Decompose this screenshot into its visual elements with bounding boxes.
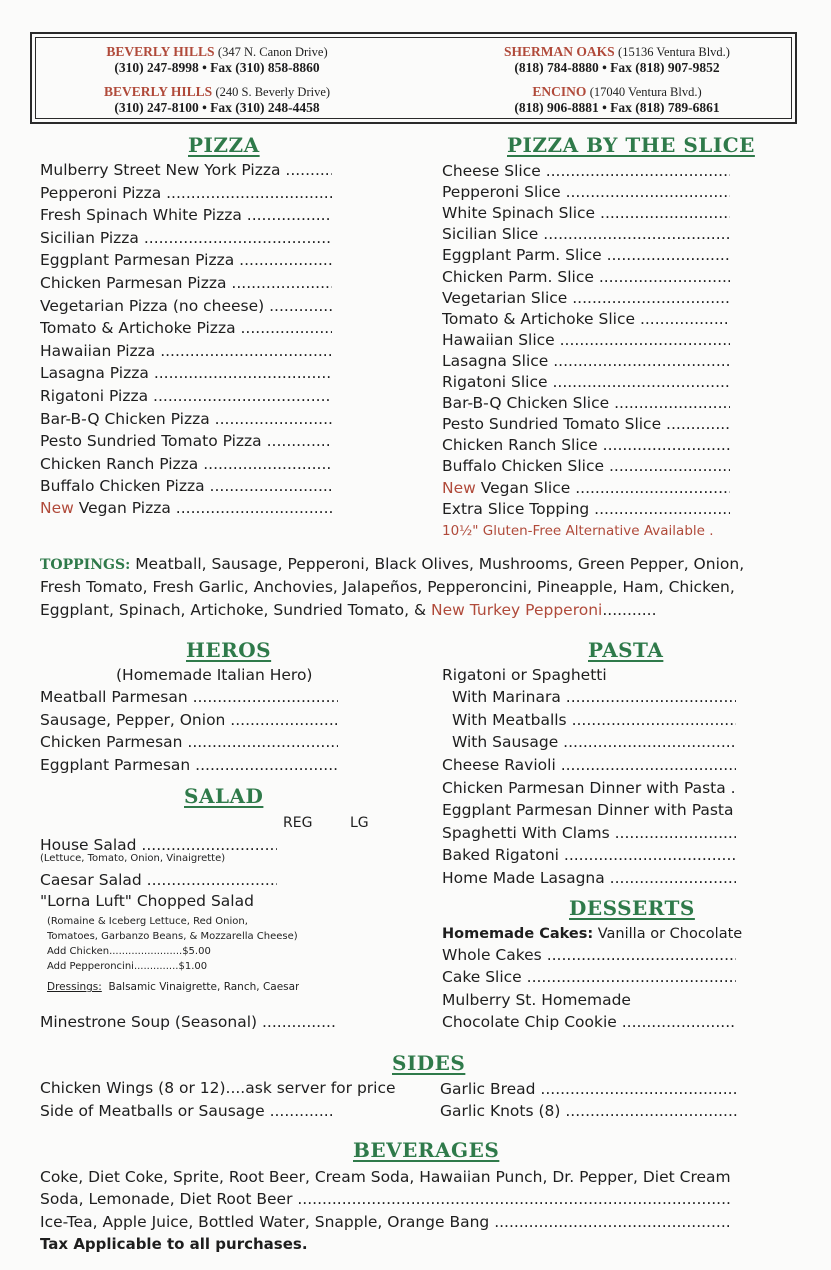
add-pepperoncini-price: $1.00	[178, 961, 208, 972]
pizza-item: Fresh Spinach White Pizza .....	[40, 205, 332, 225]
slice-item: Eggplant Parm. Slice .....	[442, 245, 730, 265]
new-label: New	[40, 499, 74, 517]
location-address: (240 S. Beverly Drive)	[215, 85, 331, 99]
new-label: New	[442, 479, 476, 497]
pizza-item: Hawaiian Pizza .....	[40, 341, 332, 361]
slice-item: Hawaiian Slice .....	[442, 330, 730, 350]
location-address: (17040 Ventura Blvd.)	[589, 85, 702, 99]
slice-item: Vegetarian Slice .....	[442, 288, 730, 308]
pizza-item-new	[40, 498, 332, 518]
location-phones: (818) 906-8881 • Fax (818) 789-6861	[514, 100, 720, 115]
location-name: ENCINO	[532, 84, 587, 99]
slice-heading: PIZZA BY THE SLICE	[507, 133, 755, 157]
toppings-line-3	[40, 599, 657, 621]
pizza-item: Chicken Parmesan Pizza .....	[40, 273, 332, 293]
toppings-line-2: Fresh Tomato, Fresh Garlic, Anchovies, Jalapeños, Pepperoncini, Pineapple, Ham, Chicken,	[40, 578, 735, 596]
locations-header	[30, 32, 797, 124]
side-garlic-knots: Garlic Knots (8) .....	[440, 1101, 737, 1121]
pizza-item: Tomato & Artichoke Pizza .....	[40, 318, 332, 338]
tax-note: Tax Applicable to all purchases.	[40, 1235, 308, 1253]
location-name: BEVERLY HILLS	[106, 44, 215, 59]
pizza-item: Buffalo Chicken Pizza .....	[40, 476, 332, 496]
pizza-item: Rigatoni Pizza .....	[40, 386, 332, 406]
salad-house-desc: (Lettuce, Tomato, Onion, Vinaigrette)	[40, 853, 226, 864]
beverages-heading: BEVERAGES	[353, 1138, 500, 1162]
slice-item: Chicken Parm. Slice .....	[442, 267, 730, 287]
pizza-item: Mulberry Street New York Pizza .....	[40, 160, 332, 180]
pasta-sub-item: With Meatballs .....	[452, 710, 736, 730]
heros-subtitle: (Homemade Italian Hero)	[116, 666, 313, 684]
hero-item: Eggplant Parmesan .....	[40, 755, 338, 775]
slice-item: White Spinach Slice .....	[442, 203, 730, 223]
pasta-sub-item: With Sausage .....	[452, 732, 736, 752]
salad-chopped-desc-2: Tomatoes, Garbanzo Beans, & Mozzarella Cheese)	[47, 931, 298, 942]
slice-item-new	[442, 478, 730, 498]
add-chicken-price: $5.00	[182, 946, 211, 957]
location-sherman-oaks	[442, 44, 792, 75]
hero-item: Sausage, Pepper, Onion .....	[40, 710, 338, 730]
beverages-line-3: Ice-Tea, Apple Juice, Bottled Water, Snapple, Orange Bang .....	[40, 1212, 730, 1232]
pizza-item: Vegetarian Pizza (no cheese) .....	[40, 296, 332, 316]
pasta-item: Eggplant Parmesan Dinner with Pasta .....	[442, 800, 736, 820]
gluten-free-note: 10½" Gluten-Free Alternative Available .	[442, 523, 714, 539]
location-name: SHERMAN OAKS	[504, 44, 615, 59]
side-garlic-bread: Garlic Bread .....	[440, 1079, 737, 1099]
side-chicken-wings: Chicken Wings (8 or 12)....ask server for price	[40, 1079, 396, 1097]
slice-item: Chicken Ranch Slice .....	[442, 435, 730, 455]
salad-chopped: "Lorna Luft" Chopped Salad	[40, 892, 254, 910]
slice-item: Buffalo Chicken Slice .....	[442, 456, 730, 476]
salad-caesar: Caesar Salad .....	[40, 870, 277, 890]
location-beverly-hills-canon	[52, 44, 382, 75]
toppings-line-1	[40, 553, 744, 576]
pizza-item: Lasagna Pizza .....	[40, 363, 332, 383]
dot-leader: ...........	[602, 601, 657, 619]
beverages-line-2: Soda, Lemonade, Diet Root Beer .....	[40, 1189, 730, 1209]
dressings-text: Balsamic Vinaigrette, Ranch, Caesar	[108, 981, 300, 993]
pasta-item: Spaghetti With Clams .....	[442, 823, 736, 843]
slice-item: Sicilian Slice .....	[442, 224, 730, 244]
dessert-cookie: Chocolate Chip Cookie .....	[442, 1012, 736, 1032]
location-encino	[442, 84, 792, 115]
slice-item: Bar-B-Q Chicken Slice .....	[442, 393, 730, 413]
slice-item: Pesto Sundried Tomato Slice .....	[442, 414, 730, 434]
dessert-cake-slice: Cake Slice .....	[442, 967, 736, 987]
slice-item: Rigatoni Slice .....	[442, 372, 730, 392]
salad-chopped-desc-1: (Romaine & Iceberg Lettuce, Red Onion,	[47, 916, 248, 927]
pasta-item: Chicken Parmesan Dinner with Pasta .....	[442, 778, 736, 798]
pasta-group: Rigatoni or Spaghetti	[442, 666, 607, 684]
add-chicken-label: Add Chicken	[47, 946, 110, 957]
location-phones: (818) 784-8880 • Fax (818) 907-9852	[514, 60, 720, 75]
side-meatballs: Side of Meatballs or Sausage .....	[40, 1101, 335, 1121]
desserts-heading: DESSERTS	[569, 896, 695, 920]
new-turkey-pepperoni: New Turkey Pepperoni	[431, 601, 603, 619]
salad-col-reg: REG	[283, 815, 313, 831]
beverages-line-1: Coke, Diet Coke, Sprite, Root Beer, Cream Soda, Hawaiian Punch, Dr. Pepper, Diet Cream	[40, 1168, 731, 1186]
pasta-item: Cheese Ravioli .....	[442, 755, 736, 775]
pizza-item-label: Vegan Pizza	[78, 499, 171, 517]
slice-item: Tomato & Artichoke Slice .....	[442, 309, 730, 329]
location-name: BEVERLY HILLS	[103, 84, 213, 99]
salad-dressings	[47, 981, 299, 994]
slice-item-label: Vegan Slice	[480, 479, 571, 497]
salad-heading: SALAD	[184, 784, 264, 808]
dessert-cakes	[442, 923, 742, 945]
pizza-item: Bar-B-Q Chicken Pizza .....	[40, 409, 332, 429]
toppings-text: Eggplant, Spinach, Artichoke, Sundried Tomato, &	[40, 601, 427, 619]
location-phones: (310) 247-8998 • Fax (310) 858-8860	[114, 60, 320, 75]
heros-heading: HEROS	[186, 638, 272, 662]
pizza-item: Chicken Ranch Pizza .....	[40, 454, 332, 474]
location-address: (15136 Ventura Blvd.)	[618, 45, 730, 59]
salad-add-pepperoncini: Add Pepperoncini..............$1.00	[47, 961, 208, 972]
salad-add-chicken: Add Chicken.......................$5.00	[47, 946, 211, 957]
slice-item: Cheese Slice .....	[442, 161, 730, 181]
add-pepperoncini-label: Add Pepperoncini	[47, 961, 134, 972]
location-address: (347 N. Canon Drive)	[217, 45, 328, 59]
slice-item: Lasagna Slice .....	[442, 351, 730, 371]
pizza-item: Sicilian Pizza .....	[40, 228, 332, 248]
minestrone-soup: Minestrone Soup (Seasonal) .....	[40, 1012, 336, 1032]
pasta-heading: PASTA	[588, 638, 664, 662]
pizza-heading: PIZZA	[188, 133, 260, 157]
dessert-cookie-line-1: Mulberry St. Homemade	[442, 991, 631, 1009]
pasta-item: Baked Rigatoni .....	[442, 845, 736, 865]
location-beverly-hills-beverly	[52, 84, 382, 115]
dessert-whole-cakes: Whole Cakes .....	[442, 945, 736, 965]
slice-item: Pepperoni Slice .....	[442, 182, 730, 202]
pasta-sub-item: With Marinara .....	[452, 687, 736, 707]
pizza-item: Pesto Sundried Tomato Pizza .....	[40, 431, 332, 451]
pizza-item: Eggplant Parmesan Pizza .....	[40, 250, 332, 270]
hero-item: Meatball Parmesan .....	[40, 687, 338, 707]
cakes-flavors: Vanilla or Chocolate	[597, 926, 743, 942]
salad-house: House Salad .....	[40, 835, 277, 855]
salad-col-lg: LG	[350, 815, 369, 831]
sides-heading: SIDES	[392, 1051, 466, 1075]
cakes-label: Homemade Cakes:	[442, 926, 594, 942]
hero-item: Chicken Parmesan .....	[40, 732, 338, 752]
dressings-label: Dressings:	[47, 981, 102, 993]
toppings-text: Meatball, Sausage, Pepperoni, Black Olives, Mushrooms, Green Pepper, Onion,	[135, 555, 745, 573]
location-phones: (310) 247-8100 • Fax (310) 248-4458	[114, 100, 320, 115]
pizza-item: Pepperoni Pizza .....	[40, 183, 332, 203]
toppings-label: TOPPINGS:	[40, 557, 131, 573]
pasta-item: Home Made Lasagna .....	[442, 868, 736, 888]
slice-extra-topping: Extra Slice Topping .....	[442, 499, 730, 519]
